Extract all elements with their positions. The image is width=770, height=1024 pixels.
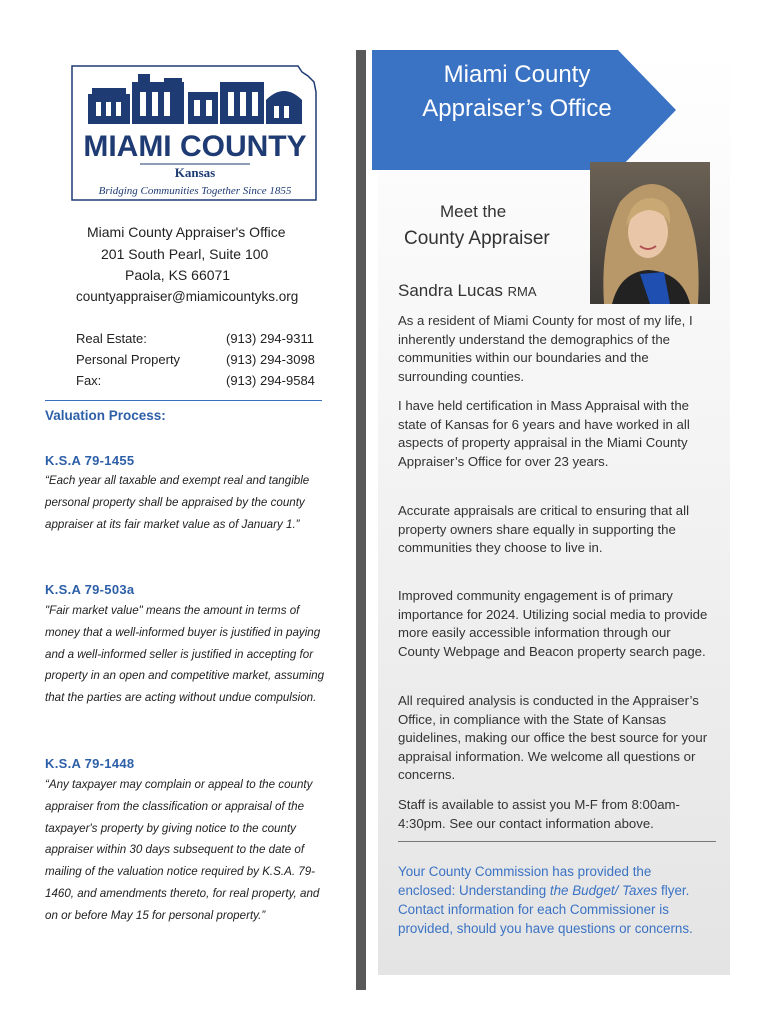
contact-row [76,328,326,349]
contact-label: Fax: [76,373,102,388]
county-appraiser-label: County Appraiser [404,228,550,249]
appraiser-credential: RMA [507,284,537,299]
ksa-79-1448-text: “Any taxpayer may complain or appeal to the county appraiser from the classification or appraisal of the taxpayer's property by giving notice to the county appraiser within 30 days subsequent to the date of mailing of the valuation notice required by K.S.A. 79-1460, and amendments thereto, for real property, and on or before May 15 for personal property.” [45,778,320,922]
ksa-79-1455-heading: K.S.A 79-1455 [45,453,135,468]
logo-state-text: Kansas [174,165,216,180]
right-divider [398,841,716,842]
contact-row [76,349,326,370]
bio-paragraph: As a resident of Miami County for most of my life, I inherently understand the demographics of the communities within our boundaries and the surrounding counties. [398,313,693,384]
office-email[interactable]: countyappraiser@miamicountyks.org [76,289,299,304]
office-street: 201 South Pearl, Suite 100 [101,246,269,262]
logo-tagline-text: Bridging Communities Together Since 1855 [98,185,292,197]
vertical-divider-bar [356,50,366,990]
meet-the-label: Meet the [440,202,507,221]
contact-row [76,370,326,391]
ksa-79-503a-heading: K.S.A 79-503a [45,582,135,597]
bio-paragraph: All required analysis is conducted in the Appraiser’s Office, in compliance with the State of Kansas guidelines, making our office the best source for your appraisal information. We welcome all questions or concerns. [398,693,708,783]
ksa-79-1455-text: “Each year all taxable and exempt real and tangible personal property shall be appraised by the county appraiser at its fair market value as of January 1.” [45,474,310,531]
contact-phone[interactable]: (913) 294-9584 [226,373,315,388]
left-divider [45,400,322,401]
commission-note [398,862,708,938]
miami-county-logo [70,52,320,202]
commission-note-post: flyer. Contact information for each Commissioner is provided, should you have questions or concerns. [398,883,693,936]
contact-phone[interactable]: (913) 294-9311 [226,331,314,346]
valuation-heading: Valuation Process: [45,408,166,423]
appraiser-name-text: Sandra Lucas [398,281,503,300]
skyline-icon [88,74,302,124]
contact-phone[interactable]: (913) 294-3098 [226,352,315,367]
logo-county-text: MIAMI COUNTY [83,130,307,163]
commission-note-pre: Your County Commission has provided the enclosed: Understanding [398,864,652,898]
bio-paragraph: Staff is available to assist you M-F from 8:00am-4:30pm. See our contact information above. [398,797,680,831]
office-city: Paola, KS 66071 [125,267,231,283]
commission-note-em: the Budget/ Taxes [549,883,658,898]
bio-paragraph: Accurate appraisals are critical to ensuring that all property owners share equally in supporting the communities they choose to live in. [398,503,690,556]
contact-label: Real Estate: [76,331,147,346]
bio-paragraph: Improved community engagement is of primary importance for 2024. Utilizing social media to provide more easily accessible information through our County Webpage and Beacon property search page. [398,588,708,659]
appraiser-portrait [590,162,710,304]
ksa-79-1448-heading: K.S.A 79-1448 [45,756,135,771]
office-title: Miami County Appraiser’s Office [422,61,612,122]
office-address-block [45,222,345,307]
bio-paragraph: I have held certification in Mass Appraisal with the state of Kansas for 6 years and have worked in all aspects of property appraisal in the Miami County Appraiser’s Office for over 23 years. [398,398,690,469]
ksa-79-503a-text: "Fair market value" means the amount in terms of money that a well-informed buyer is justified in paying and a well-informed seller is justified in accepting for property in an open and competitive market, assuming that the parties are acting without undue compulsion. [45,604,325,705]
contact-label: Personal Property [76,352,181,367]
office-name: Miami County Appraiser's Office [87,224,286,240]
appraiser-name [398,281,537,301]
contact-phone-list [76,328,326,391]
